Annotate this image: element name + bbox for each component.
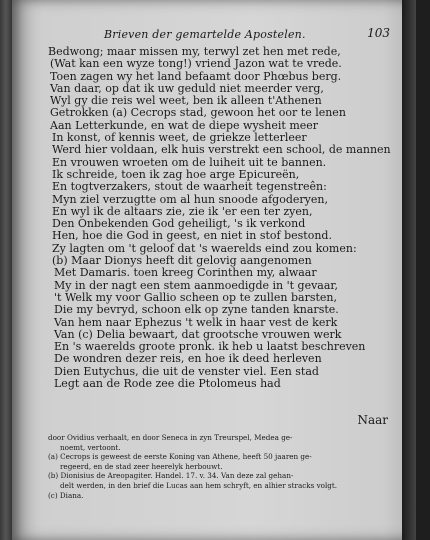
verse-line: En togtverzakers, stout de waarheit tegenstreên: — [52, 180, 327, 194]
verse-line: (Wat kan een wyze tong!) vriend Jazon wat te vrede. — [50, 57, 342, 71]
footnote-line: door Ovidius verhaalt, en door Seneca in zyn Treurspel, Medea ge- — [48, 433, 293, 442]
verse-line: En wyl ik de altaars zie, zie ik 'er een ter zyen, — [52, 204, 313, 218]
footnote-line: (c) Diana. — [48, 490, 84, 500]
verse-line: Werd hier voldaan, elk huis verstrekt een school, de mannen — [52, 143, 391, 157]
verse-line: Myn ziel verzugtte om al hun snoode afgoderyen, — [52, 192, 328, 206]
verse-line: Met Damaris. toen kreeg Corinthen my, alwaar — [54, 266, 317, 280]
footnote-line: noemt, vertoont. — [60, 442, 121, 452]
verse-line: Van daar, op dat ik uw geduld niet meerder verg, — [50, 81, 324, 95]
running-head: Brieven der gemartelde Apostelen. — [104, 28, 306, 41]
footnote-line: (b) Dionisius de Areopagiter. Handel. 17. v. 34. Van deze zal gehan- — [48, 471, 294, 481]
footnotes — [48, 433, 408, 500]
book-page — [12, 0, 416, 540]
verse-line: Den Onbekenden God geheiligt, 's ik verkond — [52, 217, 306, 231]
verse-line: Van (c) Delia bewaart, dat grootsche vrouwen werk — [54, 327, 342, 341]
verse-line: (b) Maar Dionys heeft dit gelovig aangenomen — [52, 254, 312, 268]
verse-line: Getrokken (a) Cecrops stad, gewoon het oor te lenen — [50, 106, 346, 120]
verse-line: Wyl gy die reis wel weet, ben ik alleen t'Athenen — [50, 94, 322, 108]
verse-line: 't Welk my voor Gallio scheen op te zullen barsten, — [54, 290, 338, 304]
verse-text — [48, 46, 408, 390]
verse-line: In konst, of kennis weet, de griekze letterleer — [52, 131, 307, 145]
verse-line: Toen zagen wy het land befaamt door Phœbus berg. — [50, 69, 342, 83]
verse-line: En vrouwen wroeten om de luiheit uit te bannen. — [52, 155, 327, 169]
verse-line: Hen, hoe die God in geest, en niet in stof bestond. — [52, 229, 332, 243]
page-number: 103 — [367, 26, 390, 40]
footnote-line: (a) Cecrops is geweest de eerste Koning van Athene, heeft 50 jaaren ge- — [48, 452, 312, 462]
verse-line: Die my bevryd, schoon elk op zyne tanden knarste. — [54, 303, 339, 317]
verse-line: Aan Letterkunde, en wat de diepe wysheit meer — [50, 118, 319, 132]
verse-line: My in der nagt een stem aanmoedigde in 't gevaar, — [54, 278, 338, 292]
footnote-line: regeerd, en de stad zeer heerelyk herbouwt. — [60, 461, 223, 471]
verse-line: Bedwong; maar missen my, terwyl zet hen met rede, — [48, 45, 341, 58]
page-edge-shadow — [402, 0, 416, 540]
verse-line: Zy lagten om 't geloof dat 's waerelds eind zou komen: — [52, 241, 357, 255]
catchword: Naar — [357, 413, 388, 427]
footnote-line: delt werden, in den brief die Lucas aan hem schryft, en alhier stracks volgt. — [60, 480, 338, 490]
verse-line: Dien Eutychus, die uit de venster viel. Een stad — [54, 364, 319, 378]
verse-line: En 's waerelds groote pronk. ik heb u laatst beschreven — [54, 340, 366, 354]
verse-line: Van hem naar Ephezus 't welk in haar vest de kerk — [54, 315, 338, 329]
verse-line: Ik schreide, toen ik zag hoe arge Epicureën, — [52, 167, 300, 181]
verse-line: De wondren dezer reis, en hoe ik deed herleven — [54, 352, 322, 366]
verse-line: Legt aan de Rode zee die Ptolomeus had — [54, 377, 281, 391]
